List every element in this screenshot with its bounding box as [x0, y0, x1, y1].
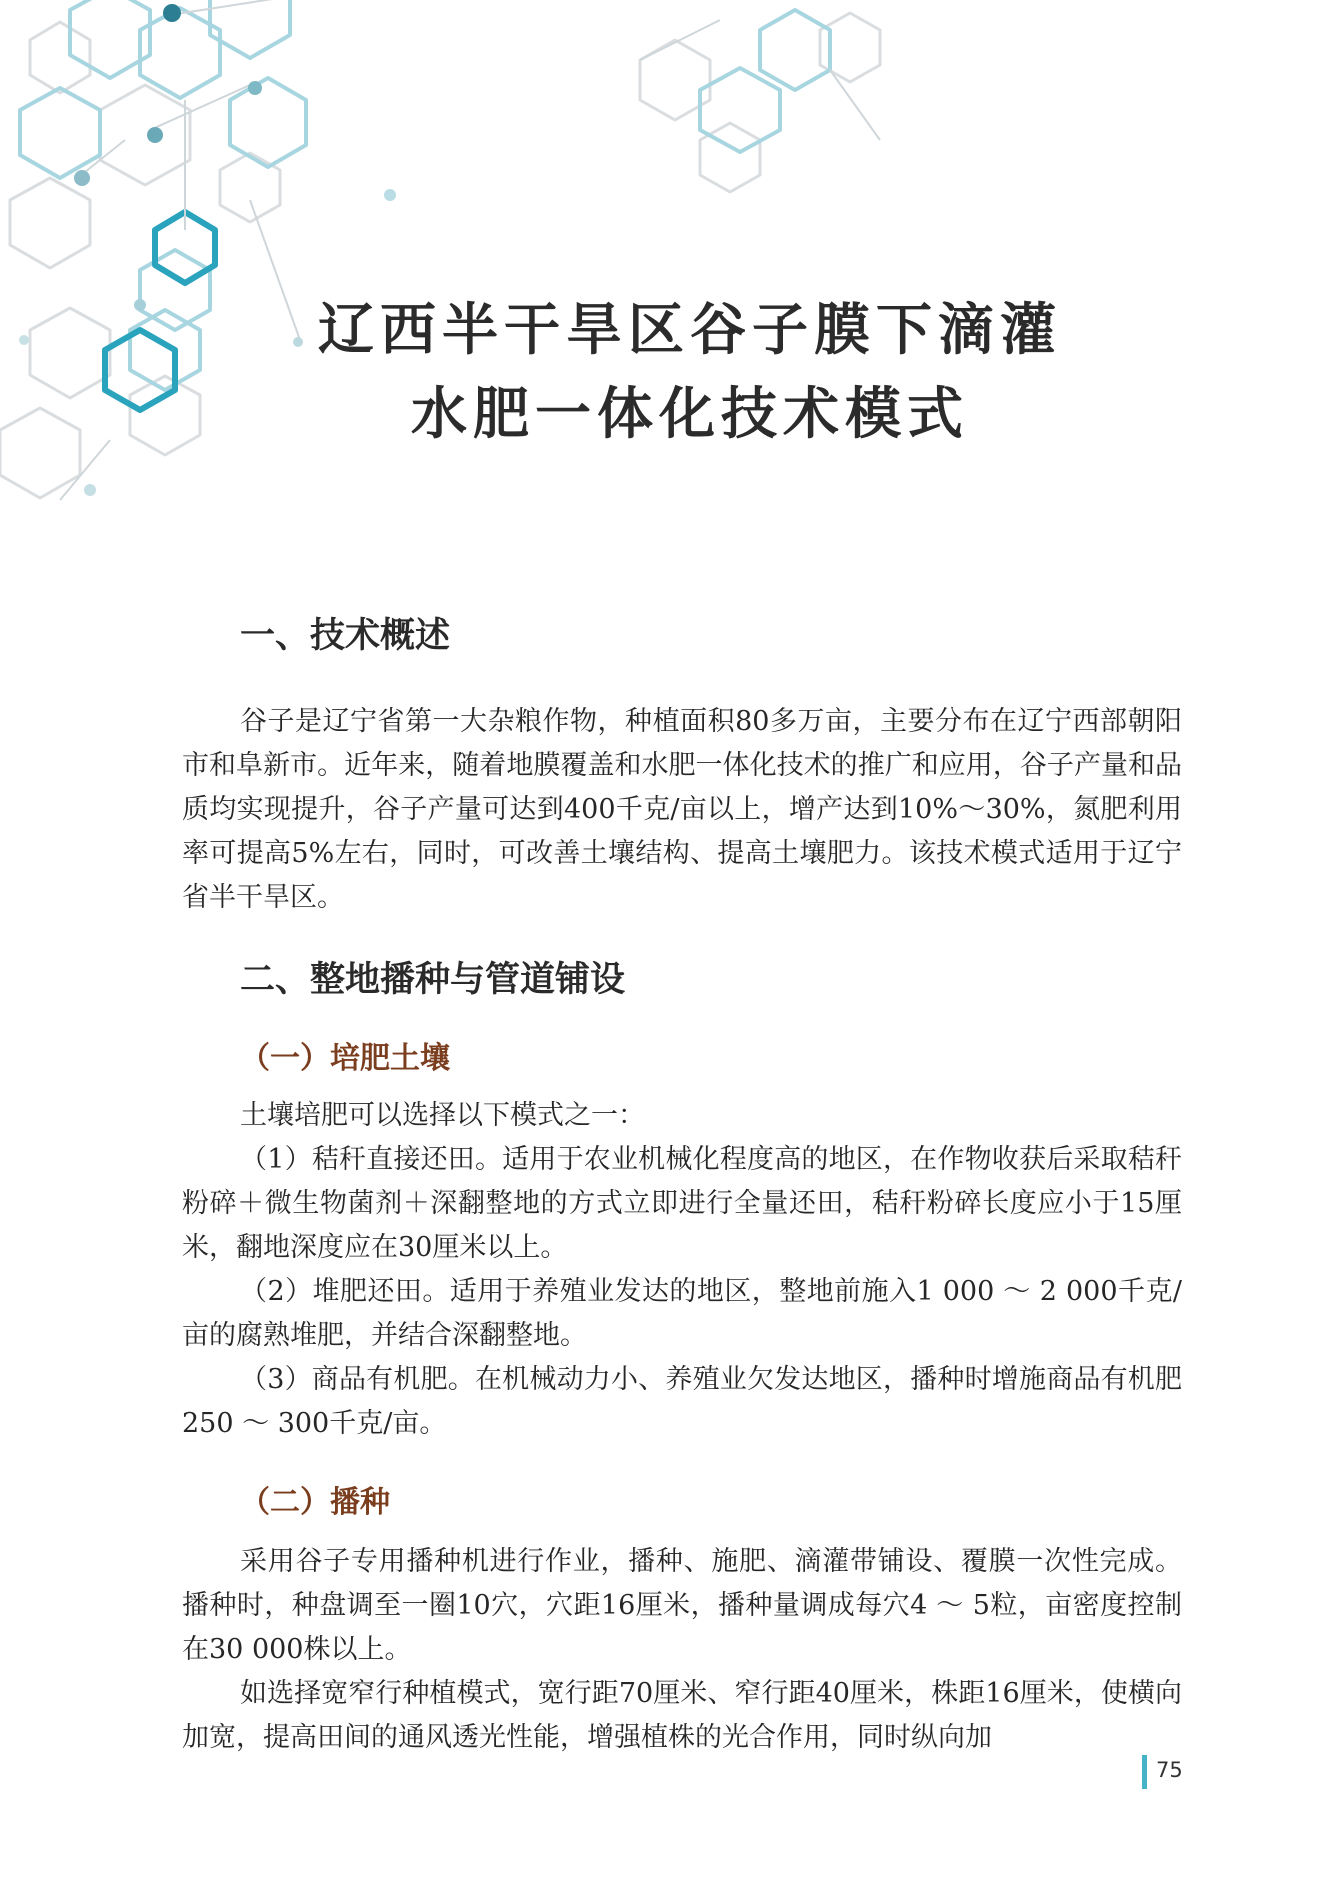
- subsection-heading-soil: （一）培肥土壤: [240, 1041, 450, 1076]
- subsection-heading-sowing: （二）播种: [240, 1485, 390, 1520]
- paragraph-soil-item-2: （2）堆肥还田。适用于养殖业发达的地区，整地前施入1 000 ～ 2 000千克/亩的腐熟堆肥，并结合深翻整地。: [182, 1276, 1182, 1351]
- paragraph-soil-item-3: （3）商品有机肥。在机械动力小、养殖业欠发达地区，播种时增施商品有机肥250 ～ 300千克/亩。: [182, 1364, 1182, 1439]
- page-number-bar: [1142, 1755, 1147, 1789]
- paragraph-soil-intro: 土壤培肥可以选择以下模式之一：: [240, 1100, 645, 1131]
- page-number: 75: [1156, 1758, 1183, 1782]
- paragraph-sowing-1: 采用谷子专用播种机进行作业，播种、施肥、滴灌带铺设、覆膜一次性完成。播种时，种盘调至一圈10穴，穴距16厘米，播种量调成每穴4 ～ 5粒，亩密度控制在30 000株以上。: [182, 1546, 1182, 1665]
- page-title-line-2: 水肥一体化技术模式: [411, 381, 969, 447]
- section-heading-sowing: 二、整地播种与管道铺设: [240, 960, 626, 1000]
- paragraph-sowing-2: 如选择宽窄行种植模式，宽行距70厘米、窄行距40厘米，株距16厘米，使横向加宽，提高田间的通风透光性能，增强植株的光合作用，同时纵向加: [182, 1678, 1182, 1753]
- paragraph-soil-item-1: （1）秸秆直接还田。适用于农业机械化程度高的地区，在作物收获后采取秸秆粉碎＋微生物菌剂＋深翻整地的方式立即进行全量还田，秸秆粉碎长度应小于15厘米，翻地深度应在30厘米以上。: [182, 1144, 1182, 1263]
- hexagon-pattern-decoration: [0, 0, 1340, 560]
- paragraph-overview: 谷子是辽宁省第一大杂粮作物，种植面积80多万亩，主要分布在辽宁西部朝阳市和阜新市。近年来，随着地膜覆盖和水肥一体化技术的推广和应用，谷子产量和品质均实现提升，谷子产量可达到400千克/亩以上，增产达到10%～30%，氮肥利用率可提高5%左右，同时，可改善土壤结构、提高土壤肥力。该技术模式适用于辽宁省半干旱区。: [182, 706, 1182, 913]
- page-title-line-1: 辽西半干旱区谷子膜下滴灌: [318, 297, 1062, 363]
- section-heading-overview: 一、技术概述: [240, 616, 451, 656]
